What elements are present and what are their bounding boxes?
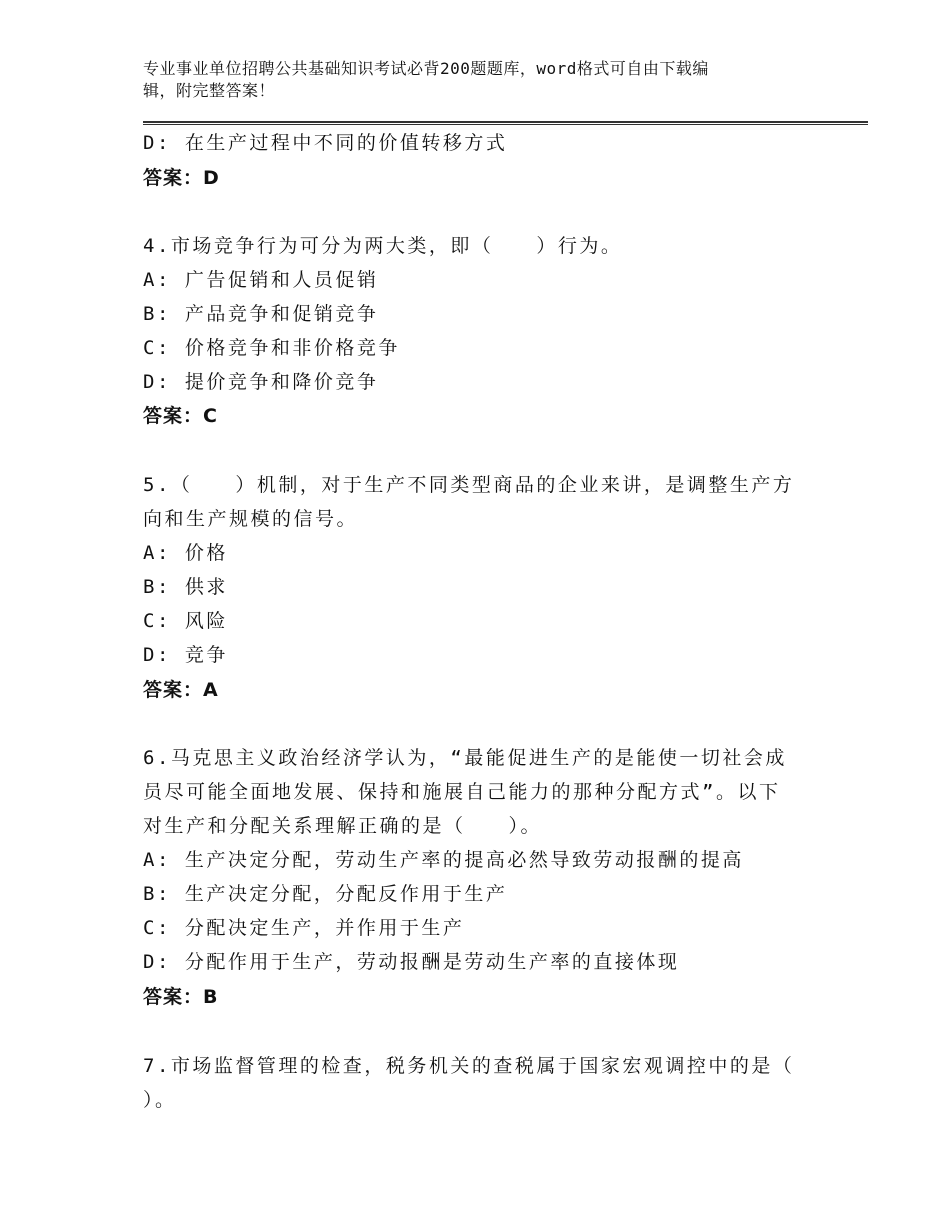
q5-answer: 答案：A (143, 679, 219, 701)
q3-option-d: D: 在生产过程中不同的价值转移方式 (143, 132, 508, 154)
page-header (143, 58, 783, 102)
q6-option-b: B: 生产决定分配，分配反作用于生产 (143, 883, 508, 905)
q4-stem: 4.市场竞争行为可分为两大类，即（ ）行为。 (143, 235, 623, 257)
header-line-2: 辑，附完整答案！ (143, 81, 276, 100)
q6-stem-line-3: 对生产和分配关系理解正确的是（ ）。 (143, 815, 543, 837)
q7-stem-line-1: 7.市场监督管理的检查，税务机关的查税属于国家宏观调控中的是（ (143, 1055, 795, 1077)
q6-answer: 答案：B (143, 986, 219, 1008)
q6-stem-line-2: 员尽可能全面地发展、保持和施展自己能力的那种分配方式”。以下 (143, 781, 781, 803)
q7-stem-line-2: ）。 (143, 1089, 177, 1111)
q3-answer: 答案：D (143, 167, 220, 189)
q4-option-a: A: 广告促销和人员促销 (143, 269, 379, 291)
q4-option-d: D: 提价竞争和降价竞争 (143, 371, 379, 393)
q6-stem-line-1: 6.马克思主义政治经济学认为，“最能促进生产的是能使一切社会成 (143, 747, 787, 769)
q5-stem-line-1: 5.（ ）机制，对于生产不同类型商品的企业来讲，是调整生产方 (143, 474, 795, 496)
q5-option-c: C: 风险 (143, 610, 228, 632)
q6-option-a: A: 生产决定分配，劳动生产率的提高必然导致劳动报酬的提高 (143, 849, 744, 871)
q6-option-d: D: 分配作用于生产，劳动报酬是劳动生产率的直接体现 (143, 951, 680, 973)
q5-stem-line-2: 向和生产规模的信号。 (143, 508, 359, 530)
q6-option-c: C: 分配决定生产，并作用于生产 (143, 917, 465, 939)
q4-option-b: B: 产品竞争和促销竞争 (143, 303, 379, 325)
q5-option-a: A: 价格 (143, 542, 228, 564)
header-divider (143, 121, 868, 125)
q4-option-c: C: 价格竞争和非价格竞争 (143, 337, 400, 359)
header-line-1: 专业事业单位招聘公共基础知识考试必背200题题库，word格式可自由下载编 (143, 59, 709, 78)
q5-option-b: B: 供求 (143, 576, 228, 598)
q5-option-d: D: 竞争 (143, 644, 228, 666)
q4-answer: 答案：C (143, 405, 218, 427)
